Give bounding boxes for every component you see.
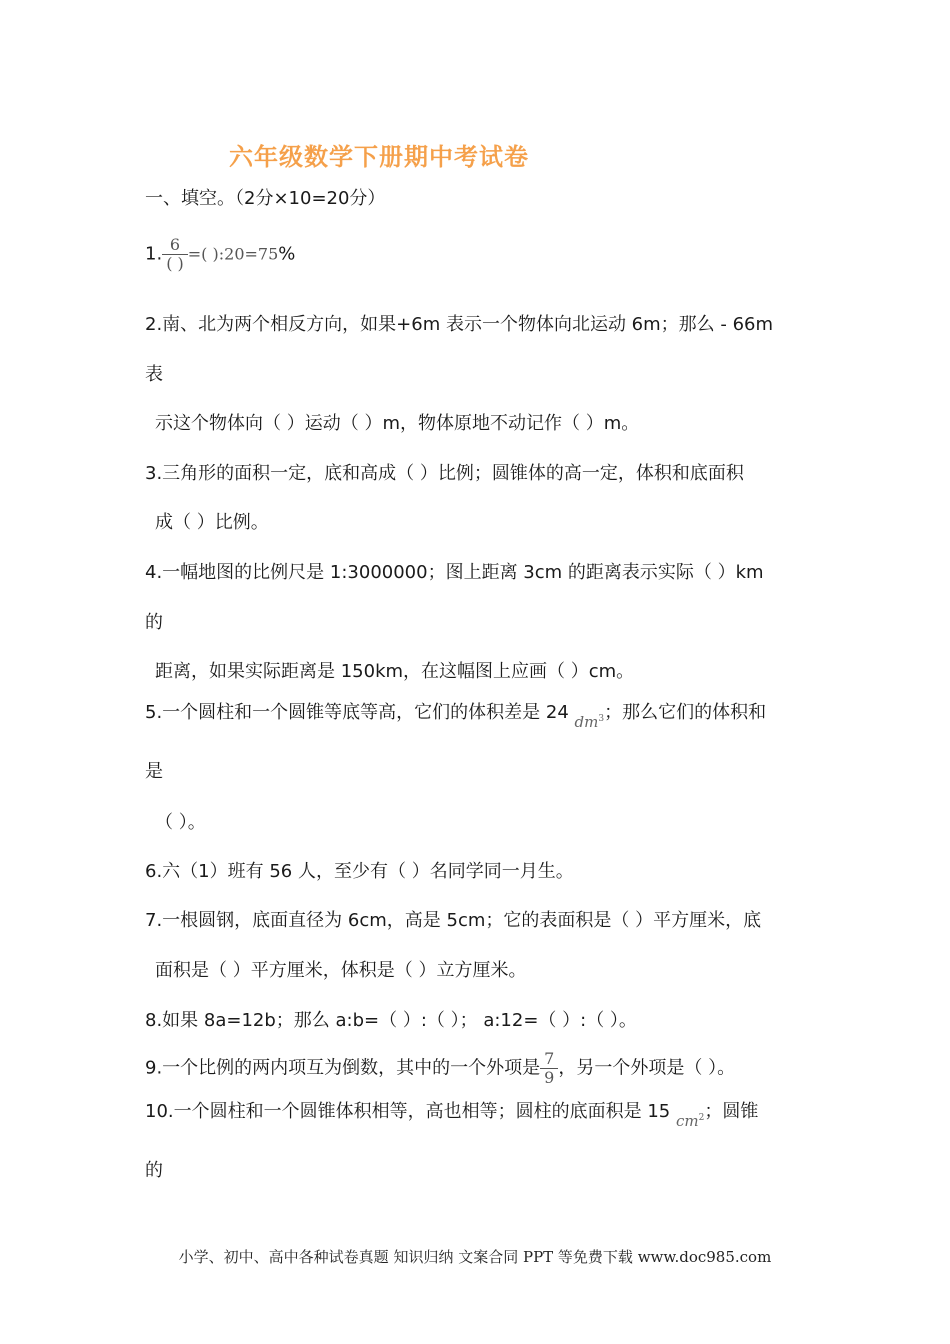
q10-unit	[676, 1112, 704, 1130]
question-9	[145, 1050, 735, 1087]
question-3-line-2: 成（ ）比例。	[155, 512, 269, 533]
question-7-line-1: 7.一根圆钢，底面直径为 6cm，高是 5cm；它的表面积是（ ）平方厘米，底	[145, 910, 762, 931]
q10-text-a: 10.一个圆柱和一个圆锥体积相等，高也相等；圆柱的底面积是 15	[145, 1101, 671, 1122]
q1-expression: =( ):20=75	[187, 244, 279, 264]
question-5-line-3: （ ）。	[155, 812, 206, 833]
page-title: 六年级数学下册期中考试卷	[229, 143, 529, 171]
question-6: 6.六（1）班有 56 人，至少有（ ）名同学同一月生。	[145, 861, 574, 882]
question-4-line-2: 的	[145, 612, 163, 633]
q5-unit	[575, 713, 605, 731]
q9-text-b: ，另一个外项是（ ）。	[558, 1057, 736, 1079]
q1-fraction	[162, 236, 188, 273]
question-4-line-3: 距离，如果实际距离是 150km，在这幅图上应画（ ）cm。	[155, 661, 635, 682]
q1-fraction-denominator: ( )	[166, 254, 184, 273]
q5-text-b: ；那么它们的体积和	[604, 702, 767, 723]
q9-text-a: 9.一个比例的两内项互为倒数，其中的一个外项是	[145, 1057, 541, 1079]
question-2-line-3: 示这个物体向（ ）运动（ ）m，物体原地不动记作（ ）m。	[155, 413, 640, 434]
question-1	[145, 236, 295, 273]
q10-unit-exponent: 2	[698, 1113, 705, 1123]
q9-fraction-numerator: 7	[540, 1050, 558, 1069]
q5-unit-base: dm	[574, 713, 599, 731]
q10-text-b: ；圆锥	[704, 1101, 759, 1122]
q5-text-a: 5.一个圆柱和一个圆锥等底等高，它们的体积差是 24	[145, 702, 569, 723]
q1-number: 1.	[145, 243, 163, 265]
section-heading: 一、填空。（2分×10=20分）	[145, 188, 386, 209]
question-10-line-2: 的	[145, 1160, 163, 1181]
question-2-line-2: 表	[145, 364, 163, 385]
q10-unit-base: cm	[675, 1112, 699, 1130]
question-10-line-1	[145, 1097, 759, 1130]
question-7-line-2: 面积是（ ）平方厘米，体积是（ ）立方厘米。	[155, 960, 527, 981]
q1-fraction-numerator: 6	[162, 236, 188, 255]
question-8: 8.如果 8a=12b；那么 a:b=（ ）:（ ）； a:12=（ ）:（ ）。	[145, 1010, 637, 1031]
question-3-line-1: 3.三角形的面积一定，底和高成（ ）比例；圆锥体的高一定，体积和底面积	[145, 463, 744, 484]
question-2-line-1: 2.南、北为两个相反方向，如果+6m 表示一个物体向北运动 6m；那么 - 66m	[145, 314, 774, 335]
q9-fraction-denominator: 9	[544, 1068, 555, 1087]
footer-banner: 小学、初中、高中各种试卷真题 知识归纳 文案合同 PPT 等免费下载 www.doc985.com	[178, 1248, 772, 1266]
question-5-line-1	[145, 698, 767, 731]
q5-unit-exponent: 3	[598, 714, 605, 724]
question-5-line-2: 是	[145, 761, 163, 782]
q9-fraction	[540, 1050, 558, 1087]
q1-percent: %	[278, 243, 296, 265]
question-4-line-1: 4.一幅地图的比例尺是 1:3000000；图上距离 3cm 的距离表示实际（ ）km	[145, 562, 764, 583]
